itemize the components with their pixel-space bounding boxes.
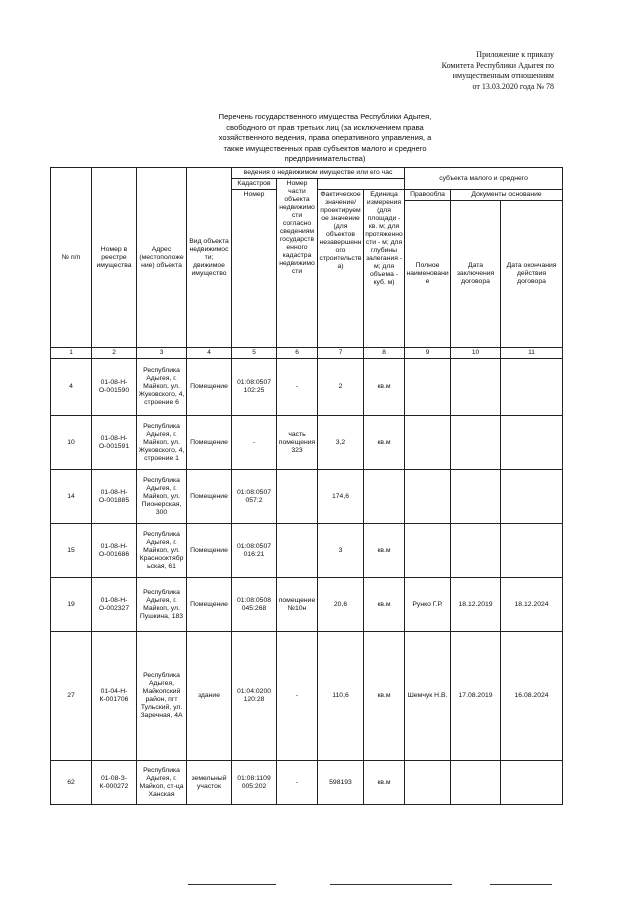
title-line: предпринимательства) [284, 154, 366, 164]
row-contract-end [501, 524, 563, 578]
row-value: 2 [318, 359, 364, 416]
appendix-line: имущественным отношениям [452, 71, 554, 80]
row-number: 10 [51, 416, 92, 470]
row-type: Помещение [187, 359, 232, 416]
appendix-block [442, 50, 554, 92]
row-contract-end: 18.12.2024 [501, 578, 563, 632]
row-cadastral-number: - [232, 416, 277, 470]
row-cadastral-number: 01:08:0507 016:21 [232, 524, 277, 578]
row-holder [405, 359, 451, 416]
header-type: Вид объекта недвижимости; движимое имущество [187, 168, 232, 348]
row-unit: кв.м [364, 578, 405, 632]
row-unit [364, 470, 405, 524]
row-cadastral-number: 01:08:1109 005:202 [232, 761, 277, 805]
title-line: Перечень государственного имущества Республики Адыгея, [218, 112, 432, 121]
row-address: Республика Адыгея, г. Майкоп, ул. Пионерская, 300 [137, 470, 187, 524]
row-contract-date [451, 416, 501, 470]
column-number: 10 [451, 348, 501, 359]
row-unit: кв.м [364, 632, 405, 761]
row-part-number: помещение №10н [277, 578, 318, 632]
row-part-number [277, 524, 318, 578]
row-reg-number: 01-08-Н-О-001686 [92, 524, 137, 578]
table-row [51, 359, 563, 416]
table-row [51, 470, 563, 524]
row-holder [405, 524, 451, 578]
footer-line [188, 884, 276, 885]
row-cadastral-number: 01:04:0200 120:28 [232, 632, 277, 761]
header-blank [318, 179, 405, 190]
row-address: Республика Адыгея, г. Майкоп, ул. Пушкина, 183 [137, 578, 187, 632]
row-part-number: - [277, 359, 318, 416]
footer-line [330, 884, 452, 885]
row-reg-number: 01-04-Н-К-001706 [92, 632, 137, 761]
row-contract-date: 17.08.2019 [451, 632, 501, 761]
title-line: хозяйственного ведения, права оперативного управления, а [218, 133, 432, 143]
header-holder-group: Правообла [405, 190, 451, 201]
header-group-subject: субъекта малого и среднего [405, 168, 563, 190]
row-value: 174,6 [318, 470, 364, 524]
row-contract-date [451, 524, 501, 578]
row-number: 15 [51, 524, 92, 578]
row-cadastral-number: 01:08:0508 045:268 [232, 578, 277, 632]
row-cadastral-number: 01:08:0507 057:2 [232, 470, 277, 524]
appendix-line: Приложение к приказу [476, 50, 554, 59]
row-type: Помещение [187, 524, 232, 578]
title-line: свободного от прав третьих лиц (за исключением права [226, 122, 424, 132]
row-value: 20,6 [318, 578, 364, 632]
header-actual-value: Фактическое значение/ проектируемое значение (для объектов незавершенного строительства) [318, 190, 364, 348]
row-holder [405, 761, 451, 805]
header-unit: Единица измерения (для площади - кв. м; для протяженности - м; для глубины залегания - м; для объема - куб. м) [364, 190, 405, 348]
header-group-cadastral: Кадастров [232, 179, 277, 190]
row-holder [405, 470, 451, 524]
row-address: Республика Адыгея, г. Майкоп, ул. Жуковского, 4, строение 6 [137, 359, 187, 416]
row-number: 4 [51, 359, 92, 416]
column-number: 1 [51, 348, 92, 359]
row-number: 62 [51, 761, 92, 805]
row-holder: Рунко Г.Р. [405, 578, 451, 632]
row-contract-end [501, 761, 563, 805]
column-number: 6 [277, 348, 318, 359]
row-cadastral-number: 01:08:0507 102:25 [232, 359, 277, 416]
header-n: № п/п [51, 168, 92, 348]
row-type: Помещение [187, 470, 232, 524]
row-address: Республика Адыгея, г. Майкоп, ст-ца Ханская [137, 761, 187, 805]
column-number: 7 [318, 348, 364, 359]
row-part-number [277, 470, 318, 524]
table-body [51, 359, 563, 805]
row-contract-end [501, 470, 563, 524]
appendix-line: Комитета Республики Адыгея по [441, 60, 554, 70]
row-reg-number: 01-08-Н-О-002327 [92, 578, 137, 632]
table-row [51, 632, 563, 761]
row-address: Республика Адыгея, г. Майкоп, ул. Жуковского, 4, строение 1 [137, 416, 187, 470]
row-address: Республика Адыгея, г. Майкоп, ул. Краснооктябрьская, 61 [137, 524, 187, 578]
row-part-number: - [277, 761, 318, 805]
header-reg-number: Номер в реестре имущества [92, 168, 137, 348]
row-contract-date [451, 359, 501, 416]
row-value: 110,6 [318, 632, 364, 761]
row-holder: Шемчук Н.В. [405, 632, 451, 761]
row-number: 19 [51, 578, 92, 632]
column-number: 8 [364, 348, 405, 359]
header-cad-number: Номер [232, 190, 277, 348]
row-contract-end [501, 359, 563, 416]
table-row [51, 524, 563, 578]
column-number: 2 [92, 348, 137, 359]
row-unit: кв.м [364, 761, 405, 805]
column-number: 4 [187, 348, 232, 359]
row-reg-number: 01-08-Н-О-001590 [92, 359, 137, 416]
row-type: земельный участок [187, 761, 232, 805]
row-reg-number: 01-08-Н-О-001885 [92, 470, 137, 524]
row-holder [405, 416, 451, 470]
row-contract-date: 18.12.2019 [451, 578, 501, 632]
row-part-number: часть помещения 323 [277, 416, 318, 470]
title-line: также имущественных прав субъектов малого и среднего [223, 143, 427, 153]
header-contract-date: Дата заключения договора [451, 201, 501, 348]
table-row [51, 761, 563, 805]
footer-line [490, 884, 552, 885]
column-number: 3 [137, 348, 187, 359]
table-row [51, 416, 563, 470]
column-number: 9 [405, 348, 451, 359]
column-number: 5 [232, 348, 277, 359]
column-number-row [51, 348, 563, 359]
row-contract-date [451, 761, 501, 805]
row-unit: кв.м [364, 524, 405, 578]
document-title [180, 112, 470, 165]
row-unit: кв.м [364, 416, 405, 470]
table-row [51, 578, 563, 632]
header-part-number: Номер части объекта недвижимости согласно сведениям государственного кадастра недвижимости [277, 179, 318, 348]
property-register-table [50, 167, 563, 805]
row-value: 598193 [318, 761, 364, 805]
header-contract-end: Дата окончания действия договора [501, 201, 563, 348]
row-contract-end: 16.08.2024 [501, 632, 563, 761]
header-docs-group: Документы основание [451, 190, 563, 201]
column-number: 11 [501, 348, 563, 359]
header-address: Адрес (местоположение) объекта [137, 168, 187, 348]
row-value: 3,2 [318, 416, 364, 470]
row-number: 27 [51, 632, 92, 761]
row-contract-date [451, 470, 501, 524]
row-value: 3 [318, 524, 364, 578]
row-address: Республика Адыгея, Майкопский район, пгт Тульский, ул. Заречная, 4А [137, 632, 187, 761]
row-reg-number: 01-08-З-К-000272 [92, 761, 137, 805]
appendix-line: от 13.03.2020 года № 78 [472, 81, 554, 91]
header-holder-name: Полное наименование [405, 201, 451, 348]
row-reg-number: 01-08-Н-О-001591 [92, 416, 137, 470]
row-type: Помещение [187, 578, 232, 632]
row-unit: кв.м [364, 359, 405, 416]
header-group-realty: ведения о недвижимом имуществе или его час [232, 168, 405, 179]
row-contract-end [501, 416, 563, 470]
row-type: Помещение [187, 416, 232, 470]
row-part-number: - [277, 632, 318, 761]
row-number: 14 [51, 470, 92, 524]
row-type: здание [187, 632, 232, 761]
footer-lines [0, 884, 640, 888]
